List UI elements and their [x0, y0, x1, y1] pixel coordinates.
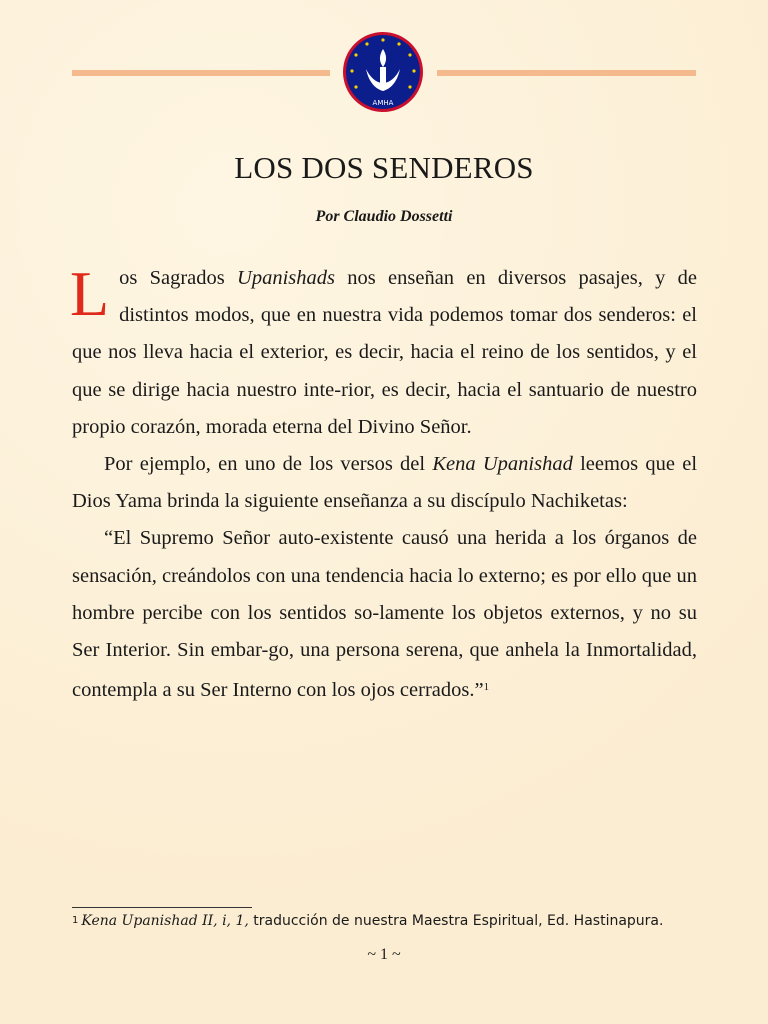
footnote-text: traducción de nuestra Maestra Espiritual, Ed. Hastinapura.	[248, 913, 664, 929]
paragraph-3-quote	[72, 520, 697, 709]
drop-cap: L	[70, 258, 110, 329]
paragraph-1-text-a: os Sagrados	[119, 267, 238, 289]
paragraph-3-text: “El Supremo Señor auto-existente causó una herida a los órganos de sensación, creándolos con una tendencia hacia lo externo; es por ello que un hombre percibe con los sentidos so-lamente los objetos externos, y no su Ser Interior. Sin embar-go, una persona serena, que anhela la Inmortalidad, contempla a su Ser Interno con los ojos cerrados.”	[72, 527, 697, 702]
paragraph-1-italic: Upanishads	[237, 267, 335, 289]
footnote-rule	[72, 907, 252, 908]
footnote-number: 1	[72, 915, 79, 926]
header-rule-right	[437, 70, 696, 76]
footnote-italic: Kena Upanishad II, i, 1,	[81, 913, 249, 929]
header-rule-left	[72, 70, 330, 76]
footnote-reference[interactable]: 1	[483, 681, 490, 694]
paragraph-2-text-a: Por ejemplo, en uno de los versos del	[104, 453, 433, 476]
amha-logo-icon	[342, 31, 424, 113]
paragraph-1-text-c: nos enseñan en diversos pasajes, y de distintos modos, que en nuestra vida podemos tomar dos senderos: el que nos lleva hacia el exterior, es decir, hacia el reino de los sentidos, y el que se dirige hacia nuestro inte-rior, es decir, hacia el santuario de nuestro propio corazón, morada eterna del Divino Señor.	[72, 267, 697, 438]
document-body	[72, 260, 697, 709]
logo-text: AMHA	[372, 99, 394, 107]
paragraph-1	[72, 260, 697, 446]
document-author: Por Claudio Dossetti	[315, 208, 453, 225]
page-number: ~ 1 ~	[367, 946, 401, 963]
footnote	[72, 913, 712, 929]
document-title: LOS DOS SENDEROS	[234, 150, 534, 185]
paragraph-2-text-c: leemos que el Dios Yama brinda la siguiente enseñanza a su discípulo Nachiketas:	[72, 453, 698, 513]
paragraph-2-italic: Kena Upanishad	[432, 453, 573, 476]
paragraph-2	[72, 446, 697, 520]
